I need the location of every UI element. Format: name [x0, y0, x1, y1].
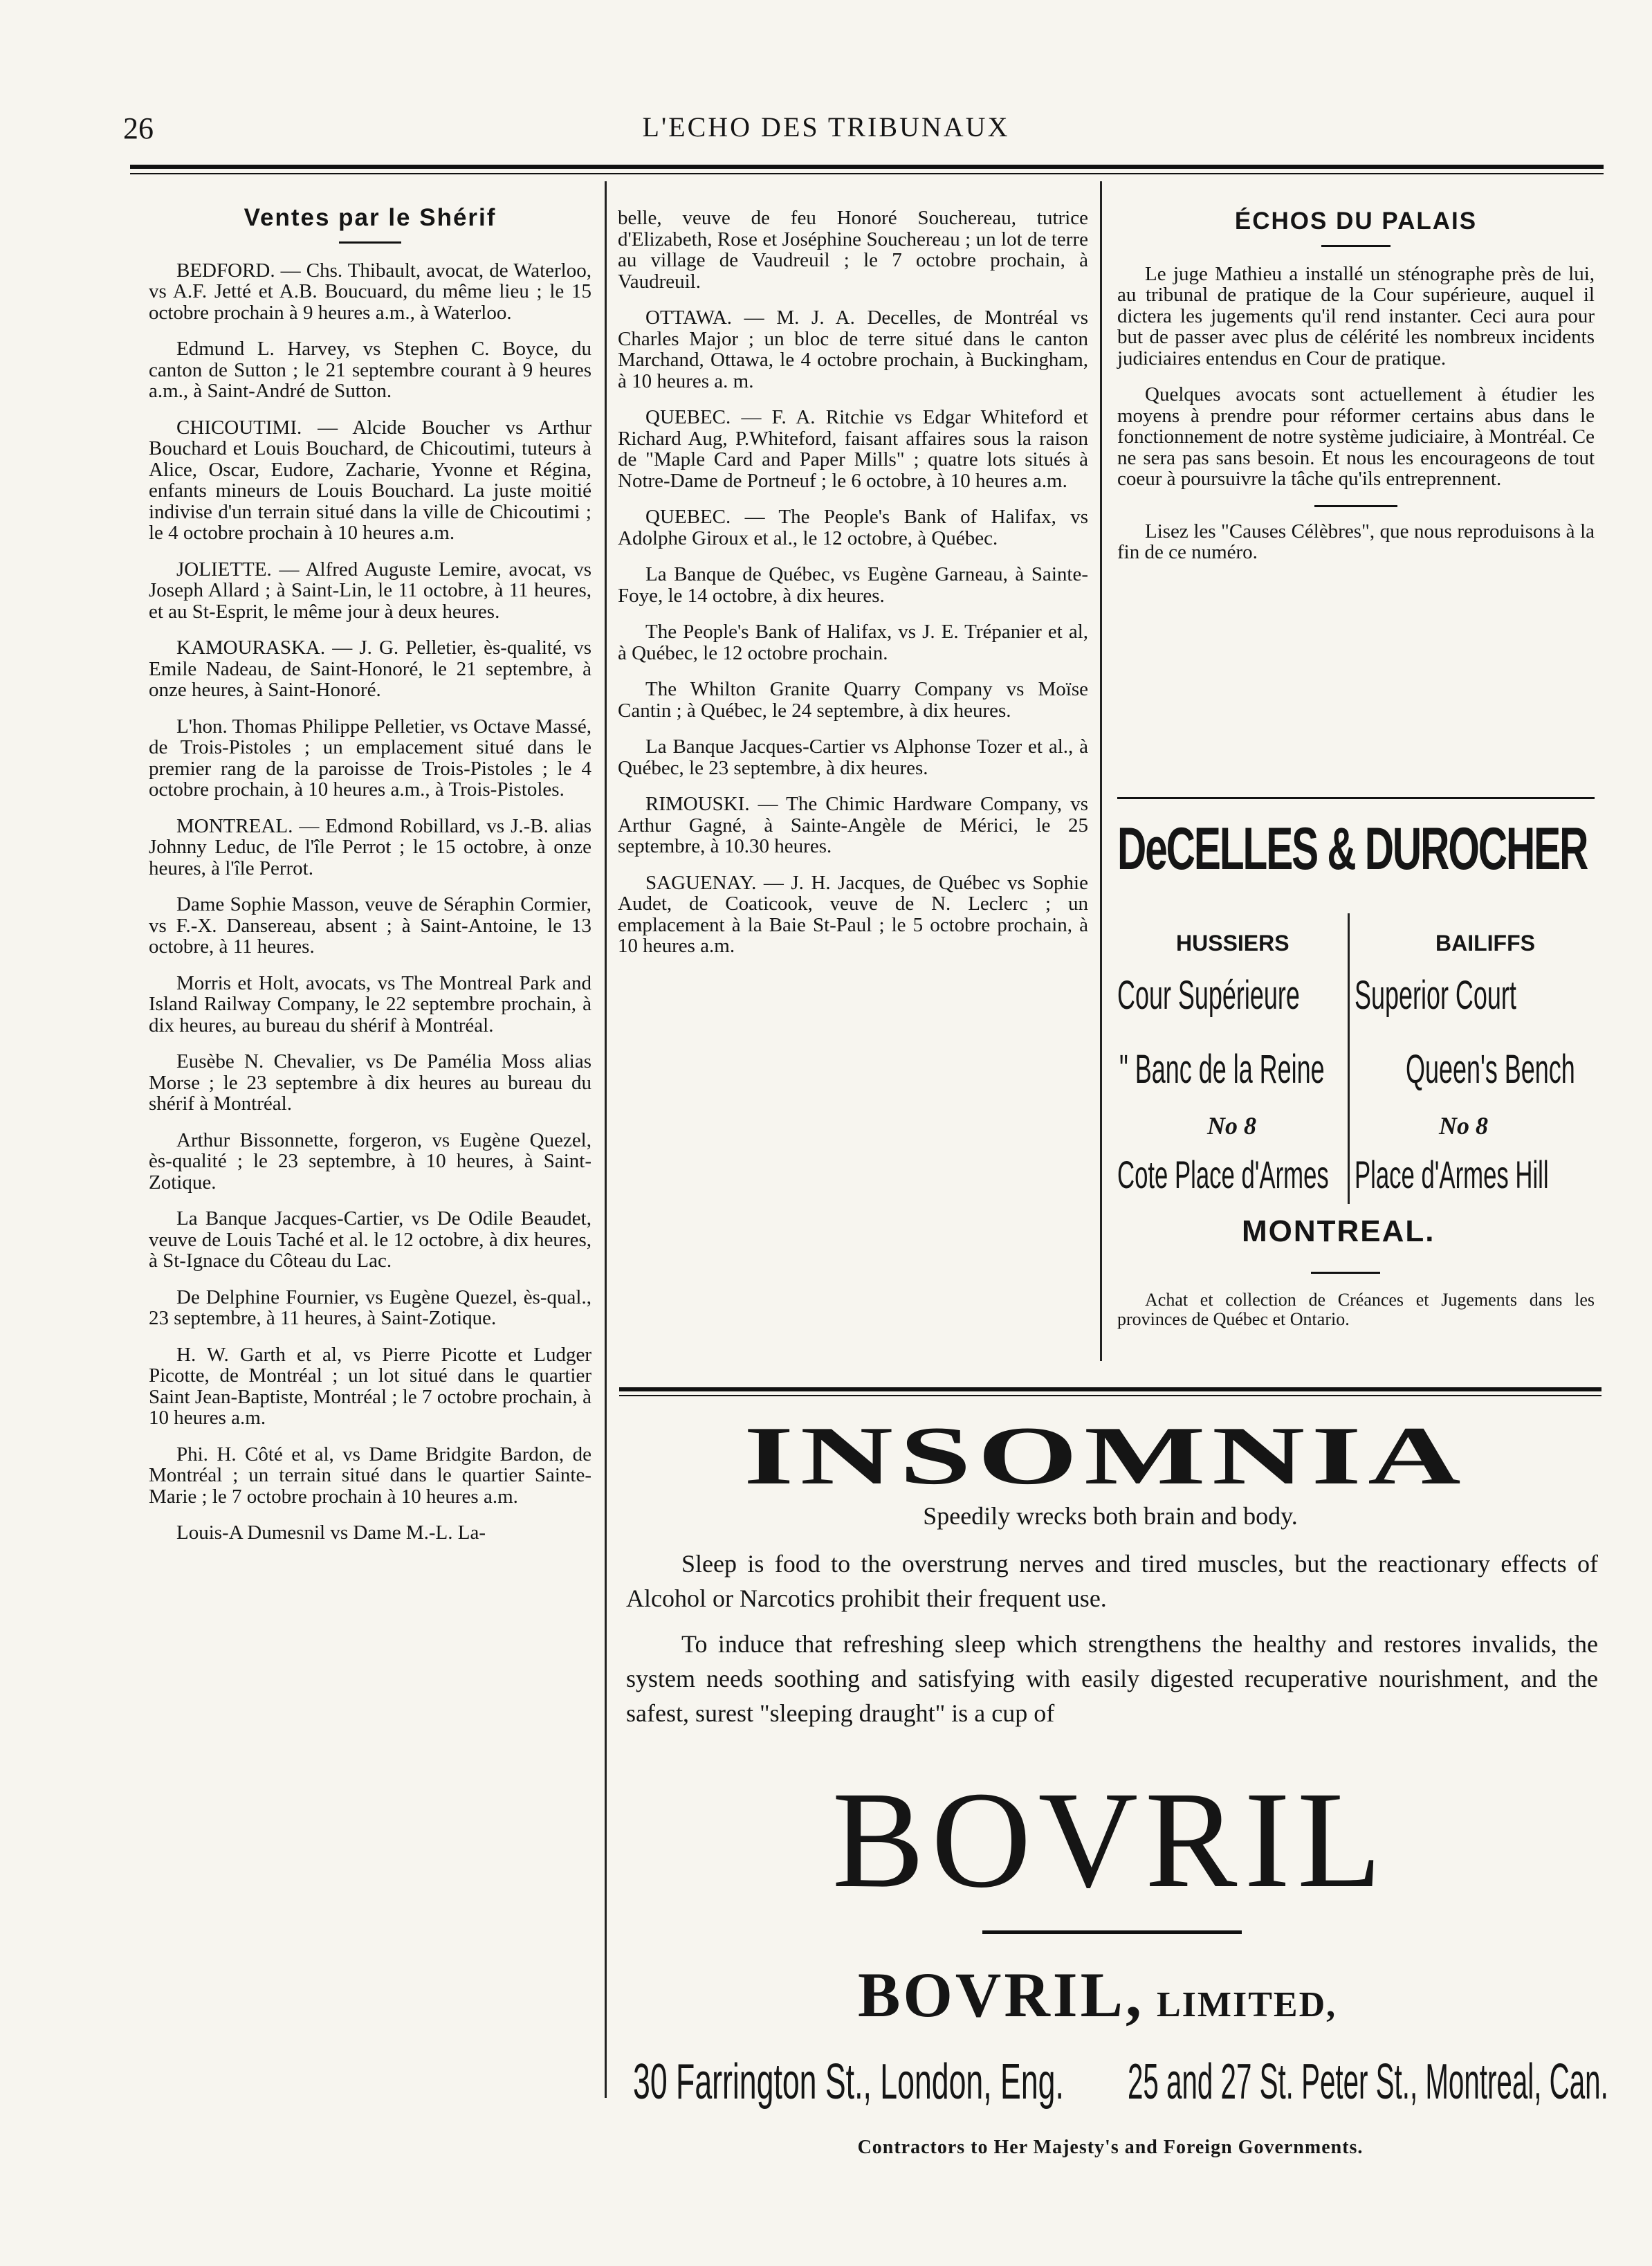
- notice-paragraph: SAGUENAY. — J. H. Jacques, de Québec vs Sophie Audet, de Coaticook, veuve de N. Leclerc ; un emplacement à la Baie St-Paul ; le 5 octobre prochain, à 10 heures a.m.: [618, 871, 1088, 957]
- notice-paragraph: OTTAWA. — M. J. A. Decelles, de Montréal vs Charles Major ; un bloc de terre situé dans le canton Marchand, Ottawa, le 4 octobre prochain, à Buckingham, à 10 heures a. m.: [618, 307, 1088, 392]
- company-line: [858, 1958, 1337, 2031]
- notice-paragraph: The Whilton Granite Quarry Company vs Moïse Cantin ; à Québec, le 24 septembre, à dix heures.: [618, 678, 1088, 722]
- brand-rule: [982, 1930, 1242, 1934]
- left-number: No 8: [1207, 1112, 1256, 1140]
- right-address: Place d'Armes Hill: [1355, 1153, 1549, 1196]
- ad-divider: [1348, 913, 1350, 1204]
- notice-paragraph: Morris et Holt, avocats, vs The Montreal Park and Island Railway Company, le 22 septembre prochain, à dix heures, au bureau du shérif à Montréal.: [149, 971, 591, 1036]
- company-name: BOVRIL,: [858, 1959, 1144, 2030]
- notice-paragraph: RIMOUSKI. — The Chimic Hardware Company, vs Arthur Gagné, à Sainte-Angèle de Mérici, le 25 septembre, à 10.30 heures.: [618, 793, 1088, 857]
- notice-paragraph: La Banque de Québec, vs Eugène Garneau, à Sainte-Foye, le 14 octobre, à dix heures.: [618, 563, 1088, 607]
- notice-paragraph: belle, veuve de feu Honoré Souchereau, tutrice d'Elizabeth, Rose et Joséphine Souchereau ; un lot de terre au village de Vaudreuil ; le 7 octobre prochain, à Vaudreuil.: [618, 207, 1088, 293]
- left-heading: HUSSIERS: [1176, 931, 1290, 956]
- header-rule-thin: [130, 173, 1604, 174]
- notice-paragraph: CHICOUTIMI. — Alcide Boucher vs Arthur Bouchard et Louis Bouchard, de Chicoutimi, tuteurs à Alice, Oscar, Eudore, Zacharie, Yvonne et Régina, enfants mineurs de Louis Bouchard. La juste moitié indivise d'un terrain situé dans la ville de Chicoutimi ; le 4 octobre prochain à 10 heures a.m.: [149, 416, 591, 544]
- notice-paragraph: The People's Bank of Halifax, vs J. E. Trépanier et al, à Québec, le 12 octobre prochain.: [618, 621, 1088, 664]
- echos-heading: ÉCHOS DU PALAIS: [1234, 208, 1478, 235]
- notice-paragraph: Phi. H. Côté et al, vs Dame Bridgite Bardon, de Montréal ; un terrain situé dans le quartier Sainte-Marie ; le 7 octobre prochain à 10 heures a.m.: [149, 1443, 591, 1508]
- city-rule: [1311, 1272, 1380, 1274]
- notice-paragraph: KAMOURASKA. — J. G. Pelletier, ès-qualité, vs Emile Nadeau, de Saint-Honoré, le 21 septembre, à onze heures, à Saint-Honoré.: [149, 637, 591, 701]
- notice-paragraph: Eusèbe N. Chevalier, vs De Pamélia Moss alias Morse ; le 23 septembre à dix heures au bureau du shérif à Montréal.: [149, 1050, 591, 1115]
- insomnia-subhead: Speedily wrecks both brain and body.: [923, 1502, 1298, 1530]
- right-court-1: Superior Court: [1355, 973, 1516, 1018]
- bovril-brand: BOVRIL: [832, 1764, 1389, 1917]
- echos-column: [1117, 208, 1595, 578]
- notice-paragraph: JOLIETTE. — Alfred Auguste Lemire, avocat, vs Joseph Allard ; à Saint-Lin, le 11 octobre, à 11 heures, et au St-Esprit, le même jour à deux heures.: [149, 558, 591, 623]
- running-title: L'ECHO DES TRIBUNAUX: [642, 111, 1010, 143]
- notice-paragraph: Louis-A Dumesnil vs Dame M.-L. La-: [176, 1522, 486, 1544]
- notice-paragraph: La Banque Jacques-Cartier vs Alphonse Tozer et al., à Québec, le 23 septembre, à dix heures.: [618, 735, 1088, 779]
- left-address: Cote Place d'Armes: [1117, 1153, 1329, 1196]
- notice-paragraph: H. W. Garth et al, vs Pierre Picotte et Ludger Picotte, de Montréal ; un lot situé dans le quartier Saint Jean-Baptiste, Montréal ; le 7 octobre prochain, à 10 heures a.m.: [149, 1343, 591, 1429]
- echo-paragraph: Le juge Mathieu a installé un sténographe près de lui, au tribunal de pratique de la Cour supérieure, auquel il dictera les jugements qu'il rend instanter. Ceci aura pour but de passer avec plus de célérité les nombreux incidents judiciaires entendus en Cour de pratique.: [1117, 262, 1595, 369]
- notice-paragraph: La Banque Jacques-Cartier, vs De Odile Beaudet, veuve de Louis Taché et al. le 12 octobre, à dix heures, à St-Ignace du Côteau du Lac.: [149, 1207, 591, 1272]
- notice-paragraph: Arthur Bissonnette, forgeron, vs Eugène Quezel, ès-qualité ; le 23 septembre, à 10 heures, à Saint-Zotique.: [149, 1129, 591, 1194]
- firm-name: DeCELLES & DUROCHER: [1117, 816, 1588, 882]
- notice-paragraph: Dame Sophie Masson, veuve de Séraphin Cormier, vs F.-X. Dansereau, absent ; à Saint-Antoine, le 13 octobre, à 11 heures.: [149, 893, 591, 958]
- notice-paragraph: BEDFORD. — Chs. Thibault, avocat, de Waterloo, vs A.F. Jetté et A.B. Boucuard, du même lieu ; le 15 octobre prochain à 9 heures a.m., à Waterloo.: [149, 259, 591, 324]
- heading-rule: [339, 241, 401, 244]
- city-label: MONTREAL.: [1242, 1214, 1435, 1248]
- heading-rule: [1321, 245, 1391, 247]
- notice-paragraph: L'hon. Thomas Philippe Pelletier, vs Octave Massé, de Trois-Pistoles ; un emplacement situé dans le premier rang de la paroisse de Trois-Pistoles ; le 4 octobre prochain, à 10 heures a.m., à Trois-Pistoles.: [149, 715, 591, 801]
- company-suffix: LIMITED,: [1156, 1985, 1337, 2025]
- notice-paragraph: Edmund L. Harvey, vs Stephen C. Boyce, du canton de Sutton ; le 21 septembre courant à 9 heures a.m., à Saint-André de Sutton.: [149, 338, 591, 402]
- ornament-rule: [1314, 505, 1397, 507]
- notice-paragraph: QUEBEC. — The People's Bank of Halifax, vs Adolphe Giroux et al., le 12 octobre, à Québec.: [618, 506, 1088, 549]
- notice-paragraph: De Delphine Fournier, vs Eugène Quezel, ès-qual., 23 septembre, à 11 heures, à Saint-Zotique.: [149, 1286, 591, 1329]
- page-number: 26: [123, 111, 154, 145]
- montreal-address: 25 and 27 St. Peter St., Montreal, Can.: [1128, 2054, 1608, 2110]
- right-heading: BAILIFFS: [1435, 931, 1535, 956]
- advert-top-rule: [619, 1387, 1601, 1391]
- firm-note: Achat et collection de Créances et Jugements dans les provinces de Québec et Ontario.: [1117, 1290, 1595, 1329]
- notice-paragraph: QUEBEC. — F. A. Ritchie vs Edgar Whiteford et Richard Aug, P.Whiteford, faisant affaires sous la raison de "Maple Card and Paper Mills" ; quatre lots situés à Notre-Dame de Portneuf ; le 6 octobre, à 10 heures a.m.: [618, 406, 1088, 492]
- sheriff-sales-column: [149, 204, 591, 1559]
- right-number: No 8: [1439, 1112, 1488, 1140]
- sheriff-sales-heading: Ventes par le Shérif: [244, 204, 497, 231]
- advert-body: [626, 1546, 1598, 1742]
- column-divider-2: [1100, 181, 1102, 1361]
- insomnia-headline: INSOMNIA: [744, 1409, 1467, 1501]
- header-rule: [130, 165, 1604, 169]
- advert-paragraph: Sleep is food to the overstrung nerves and tired muscles, but the reactionary effects of Alcohol or Narcotics prohibit their frequent use.: [626, 1550, 1598, 1612]
- left-court-1: Cour Supérieure: [1117, 973, 1300, 1018]
- echo-paragraph: Quelques avocats sont actuellement à étudier les moyens à prendre pour réformer certains abus dans le fonctionnement de notre système judiciaire, à Montréal. Ce ne sera pas sans besoin. Et nous les encourageons de tout coeur à poursuivre la tâche qu'ils entreprennent.: [1117, 383, 1595, 490]
- contractors-note: Contractors to Her Majesty's and Foreign Governments.: [857, 2137, 1364, 2158]
- column-divider-1: [605, 181, 607, 2098]
- london-address: 30 Farrington St., London, Eng.: [633, 2054, 1064, 2110]
- left-court-2: " Banc de la Reine: [1119, 1047, 1325, 1092]
- right-court-2: Queen's Bench: [1406, 1047, 1575, 1092]
- sheriff-sales-column-continued: [618, 208, 1088, 972]
- notice-paragraph: MONTREAL. — Edmond Robillard, vs J.-B. alias Johnny Leduc, de l'île Perrot ; le 15 octobre, à onze heures, à l'île Perrot.: [149, 814, 591, 879]
- advert-top-rule-thin: [619, 1395, 1601, 1396]
- advert-paragraph: To induce that refreshing sleep which strengthens the healthy and restores invalids, the system needs soothing and satisfying with easily digested recuperative nourishment, and the safest, surest "sleeping draught" is a cup of: [626, 1630, 1598, 1727]
- firm-advert-top-rule: [1117, 797, 1595, 799]
- echo-paragraph: Lisez les "Causes Célèbres", que nous reproduisons à la fin de ce numéro.: [1117, 520, 1595, 563]
